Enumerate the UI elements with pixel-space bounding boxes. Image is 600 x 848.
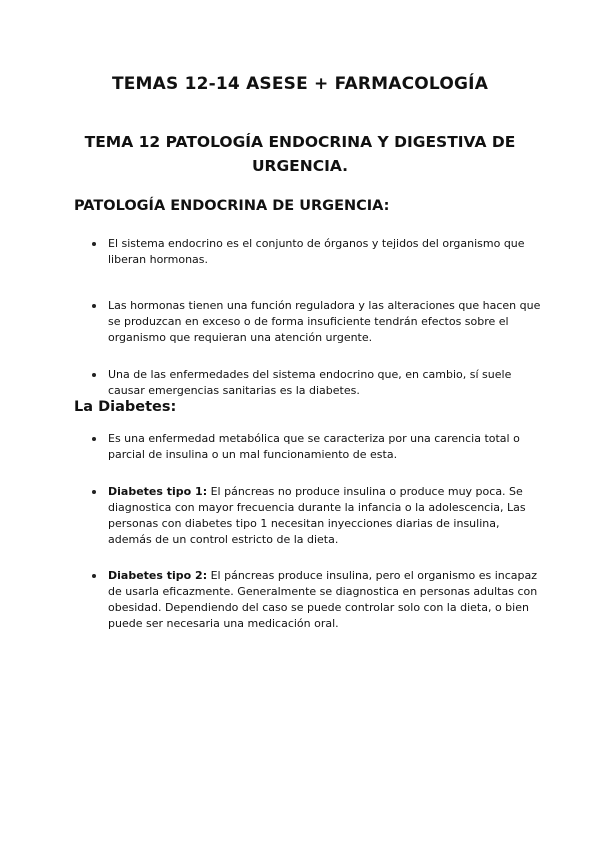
- bullet-icon: [92, 304, 96, 308]
- list-item: [92, 367, 542, 399]
- list-item: [92, 236, 542, 268]
- list-item: [92, 484, 542, 548]
- bullet-icon: [92, 373, 96, 377]
- list-item-text: Es una enfermedad metabólica que se caracteriza por una carencia total o parcial de insulina o un mal funcionamiento de esta.: [108, 432, 520, 461]
- list-item-label: Diabetes tipo 1:: [108, 485, 208, 498]
- bullet-icon: [92, 242, 96, 246]
- list-item-text: Una de las enfermedades del sistema endocrino que, en cambio, sí suele causar emergencias sanitarias es la diabetes.: [108, 368, 512, 397]
- list-item-text: Las hormonas tienen una función reguladora y las alteraciones que hacen que se produzcan en exceso o de forma insuficiente tendrán efectos sobre el organismo que requieran una atención urgente.: [108, 299, 541, 344]
- list-item: [92, 298, 542, 346]
- diabetes-bullet-list: [92, 431, 542, 632]
- bullet-icon: [92, 437, 96, 441]
- section-bullet-list: [92, 236, 542, 399]
- list-item-text: El páncreas no produce insulina o produce muy poca. Se diagnostica con mayor frecuencia durante la infancia o la adolescencia, Las personas con diabetes tipo 1 necesitan inyecciones diarias de insulina, además de un control estricto de la dieta.: [108, 485, 526, 546]
- bullet-icon: [92, 490, 96, 494]
- list-item: [92, 431, 542, 463]
- document-title: TEMAS 12-14 ASESE + FARMACOLOGÍA: [111, 74, 489, 94]
- section-heading: PATOLOGÍA ENDOCRINA DE URGENCIA:: [74, 198, 390, 214]
- list-item-text: El sistema endocrino es el conjunto de órganos y tejidos del organismo que liberan hormonas.: [108, 237, 525, 266]
- subsection-heading: La Diabetes:: [74, 399, 177, 415]
- list-item: [92, 568, 542, 632]
- list-item-label: Diabetes tipo 2:: [108, 569, 208, 582]
- chapter-title: TEMA 12 PATOLOGÍA ENDOCRINA Y DIGESTIVA DE URGENCIA.: [84, 133, 516, 175]
- list-item-text: El páncreas produce insulina, pero el organismo es incapaz de usarla eficazmente. Generalmente se diagnostica en personas adultas con obesidad. Dependiendo del caso se puede controlar solo con la dieta, o bien puede ser necesaria una medicación oral.: [108, 569, 538, 630]
- bullet-icon: [92, 574, 96, 578]
